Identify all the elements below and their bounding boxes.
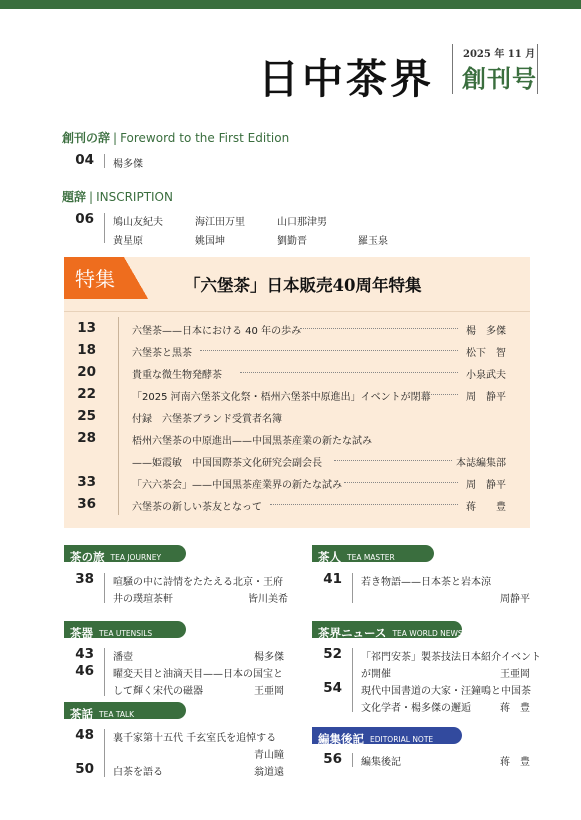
inscription-name: 羅玉泉 [358, 236, 388, 247]
issue-label: 創刊号 [462, 64, 537, 93]
tea-master-divider [352, 573, 353, 603]
toc-author: 楊 多傑 [466, 326, 506, 337]
tea-utensils-author: 王亜岡 [254, 686, 284, 697]
leader-dots [270, 504, 458, 505]
inscription-heading-ja: 題辞 [62, 190, 87, 204]
toc-page-number: 33 [77, 474, 96, 490]
section-tea-talk-label [64, 702, 186, 719]
masthead-rule [537, 44, 538, 94]
toc-page-number: 18 [77, 342, 96, 358]
tea-world-news-page-number: 52 [323, 646, 342, 662]
tea-journey-author: 皆川美希 [248, 594, 288, 605]
toc-page-number: 22 [77, 386, 96, 402]
inscription-divider [104, 213, 105, 243]
tea-world-news-divider [352, 648, 353, 712]
toc-row[interactable] [64, 363, 530, 383]
tea-master-title[interactable]: 若き物語——日本茶と岩本涼 [361, 577, 491, 588]
toc-page-number: 20 [77, 364, 96, 380]
tea-world-news-title[interactable]: 現代中国書道の大家・汪鐘鳴と中国茶 [361, 686, 531, 697]
section-label-en: TEA UTENSILS [99, 629, 153, 638]
tea-talk-title[interactable]: 白茶を語る [113, 767, 163, 778]
tea-talk-page-number: 50 [75, 761, 94, 777]
leader-dots [240, 372, 458, 373]
leader-dots [344, 482, 458, 483]
toc-page-number: 36 [77, 496, 96, 512]
masthead-divider [452, 44, 453, 94]
toc-row[interactable] [64, 451, 530, 471]
top-bar [0, 0, 581, 9]
toc-title: 梧州六堡茶の中原進出——中国黒茶産業の新たな試み [132, 436, 372, 447]
section-label-ja: 茶話 [70, 707, 93, 721]
toc-title: 「2025 河南六堡茶文化祭・梧州六堡茶中原進出」イベントが閉幕 [132, 392, 431, 403]
toc-author: 松下 智 [466, 348, 506, 359]
inscription-heading-en: INSCRIPTION [96, 190, 173, 204]
foreword-heading-ja: 創刊の辞 [62, 131, 111, 145]
section-tea-journey-label [64, 545, 186, 562]
issue-date: 2025 年 11 月 [463, 49, 536, 60]
tea-world-news-title[interactable]: 「祁門安茶」製茶技法日本紹介イベント [361, 652, 541, 663]
toc-page-number: 28 [77, 430, 96, 446]
tea-utensils-page-number: 43 [75, 646, 94, 662]
editorial-note-author: 蒋 豊 [500, 757, 530, 768]
toc-row[interactable] [64, 473, 530, 493]
inscription-name: 鳩山友紀夫 [113, 217, 163, 228]
tea-journey-divider [104, 573, 105, 603]
toc-title: 貴重な微生物発酵茶 [132, 370, 222, 381]
section-label-en: TEA MASTER [347, 553, 395, 562]
toc-row[interactable] [64, 407, 530, 427]
toc-author: 本誌編集部 [456, 458, 506, 469]
leader-dots [200, 350, 458, 351]
tea-journey-title[interactable]: 喧騒の中に詩情をたたえる北京・王府 [113, 577, 283, 588]
section-tea-utensils-label [64, 621, 186, 638]
section-editorial-note-label [312, 727, 462, 744]
special-feature-tag [64, 257, 160, 299]
special-feature-box [64, 257, 530, 528]
editorial-note-page-number: 56 [323, 751, 342, 767]
tea-utensils-title-line2[interactable]: して輝く宋代の磁器 [113, 686, 203, 697]
tea-world-news-title-line2[interactable]: 文化学者・楊多傑の邂逅 [361, 703, 471, 714]
special-feature-tag-label: 特集 [75, 267, 115, 291]
magazine-title: 日中茶界 [258, 55, 434, 103]
tea-world-news-title-line2[interactable]: が開催 [361, 669, 391, 680]
section-label-ja: 編集後記 [318, 732, 364, 746]
toc-title: 六堡茶——日本における 40 年の歩み [132, 326, 302, 337]
tea-master-page-number: 41 [323, 571, 342, 587]
tea-world-news-author: 王亜岡 [500, 669, 530, 680]
masthead [258, 42, 558, 103]
section-label-en: EDITORIAL NOTE [370, 735, 434, 744]
tea-talk-divider [104, 729, 105, 777]
section-label-ja: 茶の旅 [70, 550, 105, 564]
tea-talk-author: 青山瞳 [254, 750, 284, 761]
toc-page-number: 25 [77, 408, 96, 424]
tea-journey-page-number: 38 [75, 571, 94, 587]
toc-row[interactable] [64, 341, 530, 361]
foreword-page-number: 04 [75, 152, 94, 168]
toc-row[interactable] [64, 319, 530, 339]
toc-author: 蒋 豊 [466, 502, 506, 513]
section-tea-master-label [312, 545, 434, 562]
editorial-note-divider [352, 753, 353, 767]
tea-utensils-title[interactable]: 潘壺 [113, 652, 133, 663]
foreword-author: 楊多傑 [113, 159, 143, 170]
section-label-ja: 茶人 [318, 550, 341, 564]
section-label-en: TEA WORLD NEWS [392, 629, 463, 638]
toc-author: 周 静平 [466, 480, 506, 491]
tea-utensils-author: 楊多傑 [254, 652, 284, 663]
inscription-page-number: 06 [75, 211, 94, 227]
editorial-note-title[interactable]: 編集後記 [361, 757, 401, 768]
inscription-heading [62, 188, 173, 205]
toc-title: 「六六茶会」——中国黒茶産業界の新たな試み [132, 480, 342, 491]
inscription-name: 姚国坤 [195, 236, 225, 247]
tea-utensils-title[interactable]: 曜変天目と油滴天目——日本の国宝と [113, 669, 283, 680]
leader-dots [300, 328, 458, 329]
leader-dots [334, 460, 452, 461]
leader-dots [424, 394, 458, 395]
section-tea-world-news-label [312, 621, 462, 638]
tea-journey-title-line2[interactable]: 井の璞瑄茶軒 [113, 594, 173, 605]
tea-talk-title[interactable]: 裏千家第十五代 千玄室氏を追悼する [113, 733, 277, 744]
inscription-name: 海江田万里 [195, 217, 245, 228]
inscription-name: 黄星原 [113, 236, 143, 247]
toc-title: 付録 六堡茶ブランド受賞者名簿 [132, 414, 282, 425]
toc-subtitle: ——姫霞敏 中国国際茶文化研究会副会長 [132, 458, 322, 469]
toc-author: 小泉武夫 [466, 370, 506, 381]
foreword-heading [62, 129, 289, 146]
special-feature-rule [64, 311, 530, 312]
tea-world-news-author: 蒋 豊 [500, 703, 530, 714]
tea-talk-author: 翁道遠 [254, 767, 284, 778]
foreword-divider [104, 154, 105, 168]
toc-title: 六堡茶の新しい茶友となって [132, 502, 262, 513]
toc-title: 六堡茶と黒茶 [132, 348, 192, 359]
section-label-en: TEA TALK [99, 710, 135, 719]
inscription-name: 山口那津男 [277, 217, 327, 228]
tea-talk-page-number: 48 [75, 727, 94, 743]
tea-utensils-divider [104, 648, 105, 696]
special-feature-title: 「六堡茶」日本販売40周年特集 [184, 276, 422, 295]
section-label-ja: 茶界ニュース [318, 626, 387, 640]
section-label-en: TEA JOURNEY [110, 553, 162, 562]
inscription-name: 劉勤晋 [277, 236, 307, 247]
toc-row[interactable] [64, 495, 530, 515]
toc-author: 周 静平 [466, 392, 506, 403]
heading-separator: | [89, 190, 94, 204]
tea-utensils-page-number: 46 [75, 663, 94, 679]
toc-page-number: 13 [77, 320, 96, 336]
toc-row[interactable] [64, 385, 530, 405]
toc-row[interactable] [64, 429, 530, 449]
tea-world-news-page-number: 54 [323, 680, 342, 696]
heading-separator: | [113, 131, 118, 145]
section-label-ja: 茶器 [70, 626, 93, 640]
tea-master-author: 周静平 [500, 594, 530, 605]
foreword-heading-en: Foreword to the First Edition [120, 131, 290, 145]
